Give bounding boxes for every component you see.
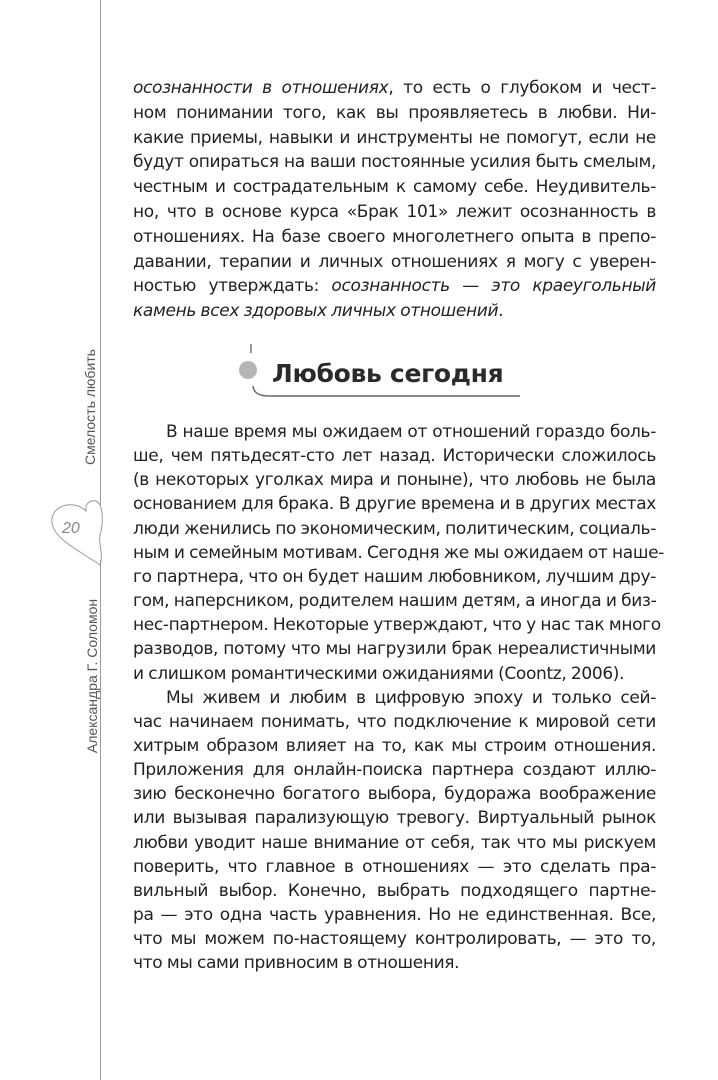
text-line: какие приемы, навыки и инструменты не помогут, если не (133, 127, 656, 148)
text-line: поверить, что главное в отношениях — это сделать пра- (133, 856, 656, 877)
text-line: ра — это одна часть уравнения. Но не единственная. Все, (133, 905, 656, 925)
text-line: отношениях. На базе своего многолетнего опыта в препо- (133, 226, 656, 247)
running-head-author: Александра Г. Соломон (84, 598, 100, 754)
text-line: но, что в основе курса «Брак 101» лежит осознанность в (133, 202, 656, 222)
text-line: давании, терапии и личных отношениях я могу с уверен- (133, 251, 656, 272)
text-line: основанием для брака. В другие времена и в других местах (133, 494, 656, 515)
text-line: и слишком романтическими ожиданиями (Coontz, 2006). (133, 663, 625, 684)
text-line: (в некоторых уголках мира и поныне), что любовь не была (133, 470, 656, 491)
text-line: зию бесконечно богатого выбора, будоража воображение (133, 784, 656, 805)
margin-rule-bottom (100, 560, 101, 1080)
text-line: люди женились по экономическим, политическим, социаль- (133, 518, 656, 539)
text-line: гом, наперсником, родителем нашим детям, а иногда и биз- (133, 591, 657, 612)
running-head-book-title: Смелость любить (82, 349, 98, 465)
text-line: ным и семейным мотивам. Сегодня же мы ожидаем от наше- (133, 542, 664, 563)
text-line: Приложения для онлайн-поиска партнера создают иллю- (133, 760, 656, 781)
text-line: ностью утверждать: осознанность — это краеугольный (133, 276, 656, 297)
text-line: го партнера, что он будет нашим любовником, лучшим дру- (133, 566, 656, 587)
text-line: Мы живем и любим в цифровую эпоху и только сей- (166, 687, 656, 708)
text-line: что мы сами привносим в отношения. (133, 953, 460, 974)
text-line: любви уводит наше внимание от себя, так что мы рискуем (133, 832, 656, 853)
text-line: ном понимании того, как вы проявляетесь в любви. Ни- (133, 102, 656, 123)
text-line: честным и сострадательным к самому себе. Неудивитель- (133, 177, 656, 198)
margin-rule-top (100, 0, 101, 505)
text-line: будут опираться на ваши постоянные усилия быть смелым, (133, 152, 656, 173)
text-line: камень всех здоровых личных отношений. (133, 301, 504, 322)
page-number: 20 (62, 520, 80, 537)
text-line: или вызывая парализующую тревогу. Виртуальный рынок (133, 808, 656, 829)
text-line: что мы можем по-настоящему контролировать, — это то, (133, 929, 656, 950)
text-line: час начинаем понимать, что подключение к мировой сети (133, 711, 656, 732)
text-line: В наше время мы ожидаем от отношений гораздо боль- (166, 422, 656, 442)
text-line: разводов, потому что мы нагрузили брак нереалистичными (133, 639, 656, 660)
section-heading: Любовь сегодня (272, 359, 504, 388)
text-line: хитрым образом влияет на то, как мы строим отношения. (133, 735, 656, 756)
text-line: нес-партнером. Некоторые утверждают, что у нас так много (133, 615, 661, 636)
text-line: осознанности в отношениях, то есть о глубоком и чест- (133, 78, 656, 98)
text-line: вильный выбор. Конечно, выбрать подходящего партне- (133, 880, 656, 901)
text-line: ше, чем пятьдесят-сто лет назад. Исторически сложилось (133, 446, 656, 467)
